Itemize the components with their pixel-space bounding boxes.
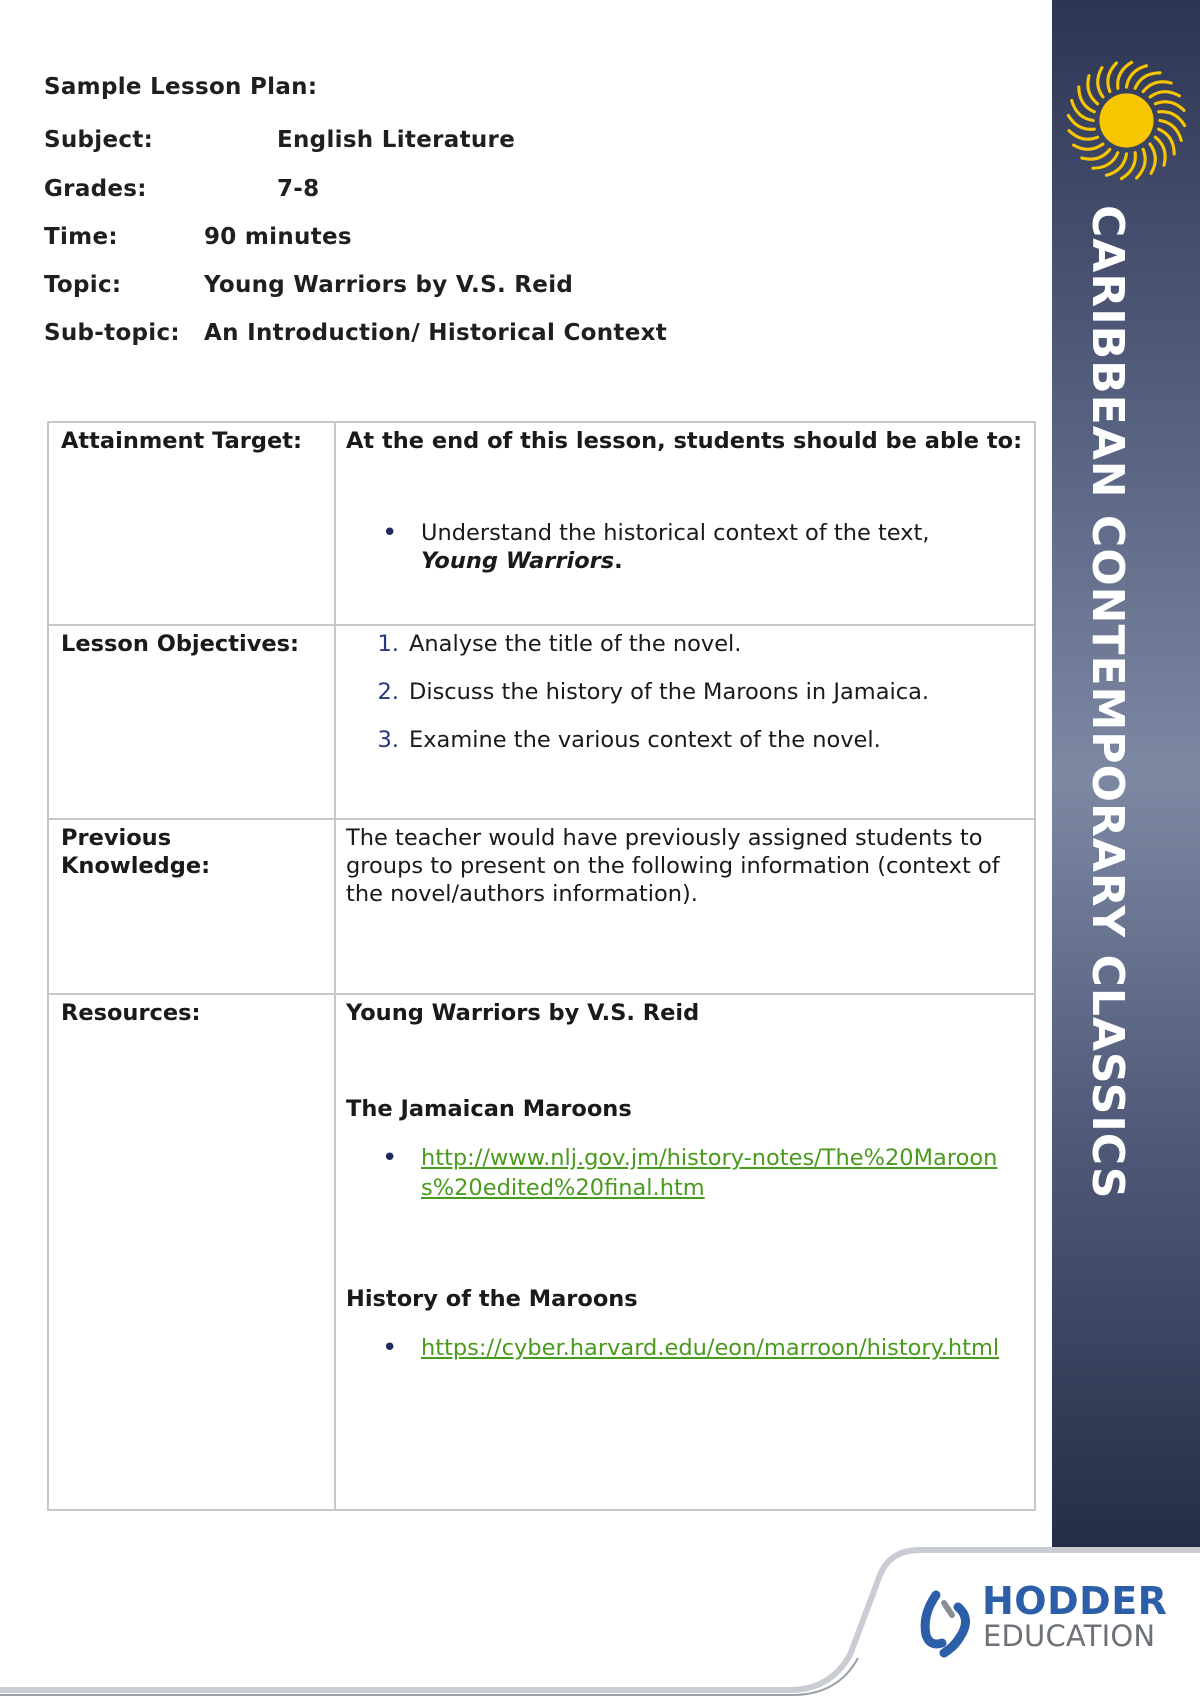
subtopic-value: An Introduction/ Historical Context <box>204 320 668 346</box>
time-label: Time: <box>44 224 118 250</box>
maroons-link[interactable]: http://www.nlj.gov.jm/history-notes/The%20Maroons%20edited%20final.htm <box>421 1145 998 1201</box>
resources-row <box>48 994 1035 1510</box>
objective-text: Discuss the history of the Maroons in Jamaica. <box>409 679 930 705</box>
attainment-list <box>346 519 1030 575</box>
lesson-plan-title <box>44 74 317 100</box>
sun-ray <box>1155 137 1165 165</box>
resource-book-title: Young Warriors by V.S. Reid <box>346 1000 700 1026</box>
sun-core <box>1099 93 1153 147</box>
attainment-cell <box>335 422 1035 625</box>
objective-item <box>336 678 1030 726</box>
logo-word-education: EDUCATION <box>983 1619 1156 1653</box>
sun-ray <box>1108 63 1117 92</box>
subject-value: English Literature <box>277 127 516 153</box>
sun-ray <box>1098 68 1103 97</box>
objectives-cell <box>335 625 1035 819</box>
resource-section-title: The Jamaican Maroons <box>346 1096 632 1122</box>
sun-ray <box>1088 76 1098 104</box>
sun-ray <box>1143 82 1171 92</box>
sun-ray <box>1150 92 1179 97</box>
previous-knowledge-label-line1: Previous <box>61 825 172 851</box>
attainment-item <box>346 519 1030 575</box>
previous-knowledge-label <box>48 819 335 994</box>
objective-item <box>336 726 1030 774</box>
lesson-plan-title-text: Sample Lesson Plan: <box>44 74 318 100</box>
history-link[interactable]: https://cyber.harvard.edu/eon/marroon/history.html <box>421 1335 1000 1361</box>
hodder-logo-mark-icon <box>914 1585 984 1660</box>
attainment-row <box>48 422 1035 625</box>
previous-knowledge-label-line2: Knowledge: <box>61 853 211 879</box>
objectives-list <box>336 630 1030 774</box>
grades-value: 7-8 <box>277 176 320 202</box>
series-title: CARIBBEAN CONTEMPORARY CLASSICS <box>1082 205 1133 1200</box>
objective-text: Examine the various context of the novel. <box>409 727 881 753</box>
subject-label: Subject: <box>44 127 154 153</box>
previous-knowledge-text: The teacher would have previously assigned students to groups to present on the following information (context of the novel/authors information). <box>335 819 1035 994</box>
sun-ray <box>1069 131 1098 140</box>
subtopic-label: Sub-topic: <box>44 320 180 346</box>
attainment-item-end: . <box>614 548 623 574</box>
sun-icon <box>1064 58 1189 183</box>
attainment-intro: At the end of this lesson, students should be able to: <box>346 428 1023 454</box>
objective-number: 2. <box>377 679 399 705</box>
objective-item <box>336 630 1030 678</box>
resource-link-item <box>346 1143 1030 1203</box>
resource-link-item <box>346 1333 1030 1363</box>
sun-ray <box>1137 149 1146 178</box>
logo-word-hodder: HODDER <box>982 1579 1168 1623</box>
resources-label: Resources: <box>48 994 335 1510</box>
sun-ray <box>1155 102 1184 111</box>
sun-ray <box>1150 144 1155 173</box>
attainment-label: Attainment Target: <box>48 422 335 625</box>
sun-ray <box>1074 144 1103 149</box>
previous-knowledge-row <box>48 819 1035 994</box>
lesson-plan-table <box>47 421 1036 1511</box>
resource-section-title: History of the Maroons <box>346 1286 638 1312</box>
sun-ray <box>1082 149 1110 159</box>
hodder-education-logo <box>914 1579 1168 1660</box>
attainment-item-text: Understand the historical context of the text, <box>421 520 930 546</box>
resources-cell <box>335 994 1035 1510</box>
objectives-label: Lesson Objectives: <box>48 625 335 819</box>
topic-label: Topic: <box>44 272 122 298</box>
objective-number: 1. <box>377 631 399 657</box>
objective-text: Analyse the title of the novel. <box>409 631 742 657</box>
resource-links-2 <box>346 1333 1030 1363</box>
objective-number: 3. <box>377 727 399 753</box>
topic-value: Young Warriors by V.S. Reid <box>204 272 574 298</box>
time-value: 90 minutes <box>204 224 352 250</box>
resource-links-1 <box>346 1143 1030 1203</box>
objectives-row <box>48 625 1035 819</box>
attainment-item-title: Young Warriors <box>421 548 615 574</box>
grades-label: Grades: <box>44 176 147 202</box>
